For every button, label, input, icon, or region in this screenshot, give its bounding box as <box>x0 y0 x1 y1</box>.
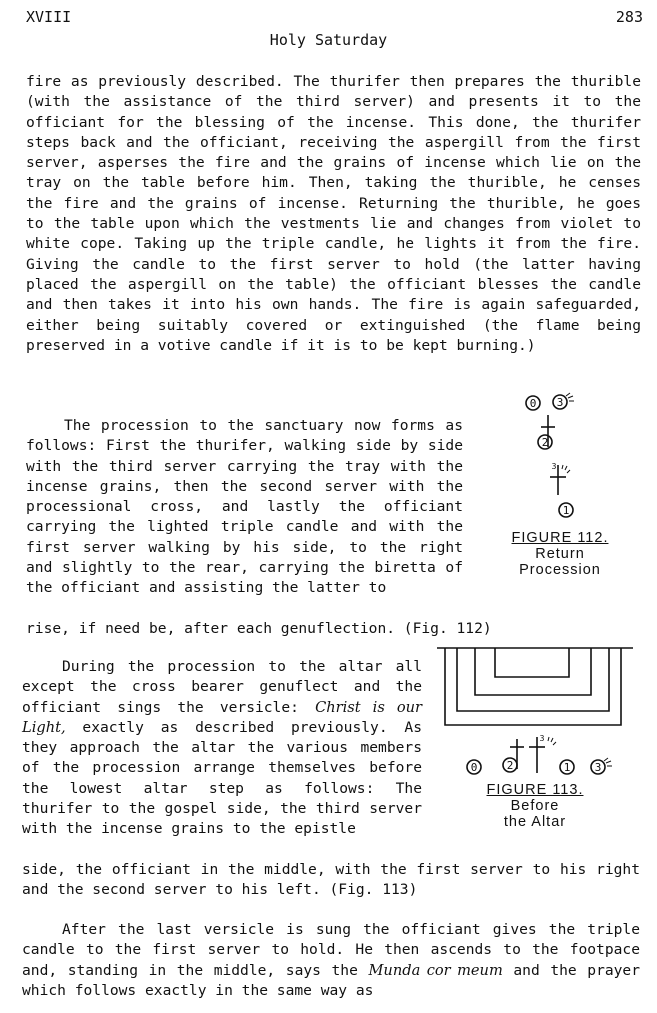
last-versicle-after: and the prayer which follows exactly in the same way as <box>22 961 640 999</box>
paragraph-procession-end: rise, if need be, after each genuflection. (Fig. 112) <box>26 620 492 637</box>
svg-text:0: 0 <box>470 761 478 774</box>
thurifer-mark <box>526 396 540 410</box>
svg-text:2: 2 <box>506 759 514 772</box>
svg-text:1: 1 <box>563 761 571 774</box>
altar-steps <box>437 648 633 725</box>
figure-112-caption-line1: Return <box>535 546 585 562</box>
paragraph-versicle-end: side, the officiant in the middle, with the first server to his right and the second server to his left. (Fig. 113) <box>22 861 640 899</box>
versicle-italic: Christ is our Light, <box>22 698 422 736</box>
running-title: Holy Saturday <box>269 31 388 49</box>
fig113-first-server-mark <box>560 760 574 774</box>
third-server-mark <box>553 393 574 409</box>
figure-113-caption <box>455 782 615 830</box>
paragraph-last-versicle <box>22 920 640 1001</box>
svg-text:3: 3 <box>594 761 602 774</box>
fig113-second-server-mark <box>503 739 524 772</box>
versicle-text-after: exactly as described previously. As they approach the altar the various members of the procession arrange themselves before the lowest altar step as follows: The thurifer to the gospel side, the third server with the incense grains to the epistle <box>22 718 422 838</box>
svg-text:0: 0 <box>529 397 537 410</box>
versicle-text-before: During the procession to the altar all except the cross bearer genuflect and the officiant sings the versicle: <box>22 658 422 716</box>
fig113-thurifer-mark <box>467 760 481 774</box>
munda-cor-meum: Munda cor meum <box>368 961 503 979</box>
chapter-number: XVIII <box>26 8 72 26</box>
svg-text:3: 3 <box>556 396 564 409</box>
page-number: 283 <box>615 8 643 26</box>
last-versicle-before: After the last versicle is sung the officiant gives the triple candle to the first server to hold. He then ascends to the footpace and, standing in the middle, says the <box>22 921 640 979</box>
figure-112-caption <box>480 530 640 578</box>
officiant-candle-mark <box>550 462 570 495</box>
second-server-cross-mark <box>538 415 555 449</box>
figure-113-caption-line2: the Altar <box>503 814 567 830</box>
figure-113-title: FIGURE 113. <box>486 782 584 798</box>
paragraph-versicle <box>22 657 422 840</box>
figure-112-title: FIGURE 112. <box>511 530 609 546</box>
svg-text:3: 3 <box>551 462 557 471</box>
fig113-third-server-mark <box>591 758 612 774</box>
svg-text:1: 1 <box>562 504 570 517</box>
paragraph-fire-blessing: fire as previously described. The thurifer then prepares the thurible (with the assistance of the third server) and presents it to the officiant for the blessing of the incense. This done, the thurifer steps back and the officiant, receiving the aspergill from the first server, asperses the fire and the grains of incense which lie on the tray on the table before him. Then, taking the thurible, he censes the fire and the grains of incense. Returning the thurible, he goes to the table upon which the vestments lie and changes from violet to white cope. Taking up the triple candle, he lights it from the fire. Giving the candle to the first server to hold (the latter having placed the aspergill on the table) the officiant blesses the candle and then takes it into his own hands. The fire is again safeguarded, either being suitably covered or extinguished (the flame being preserved in a votive candle if it is to be kept burning.) <box>26 73 641 354</box>
figure-112-caption-line2: Procession <box>519 562 601 578</box>
svg-text:2: 2 <box>541 436 549 449</box>
fig113-officiant-mark <box>529 734 556 773</box>
first-server-mark <box>559 503 573 517</box>
paragraph-procession: The procession to the sanctuary now forms as follows: First the thurifer, walking side by side with the third server carrying the tray with the incense grains, then the second server with the processional cross, and lastly the officiant carrying the lighted triple candle and with the first server walking by his side, to the right and slightly to the rear, carrying the biretta of the officiant and assisting the latter to <box>26 417 463 597</box>
figure-113-caption-line1: Before <box>510 798 560 814</box>
figure-113-diagram <box>437 643 637 783</box>
svg-text:3: 3 <box>539 734 545 743</box>
figure-112-diagram <box>510 385 630 525</box>
